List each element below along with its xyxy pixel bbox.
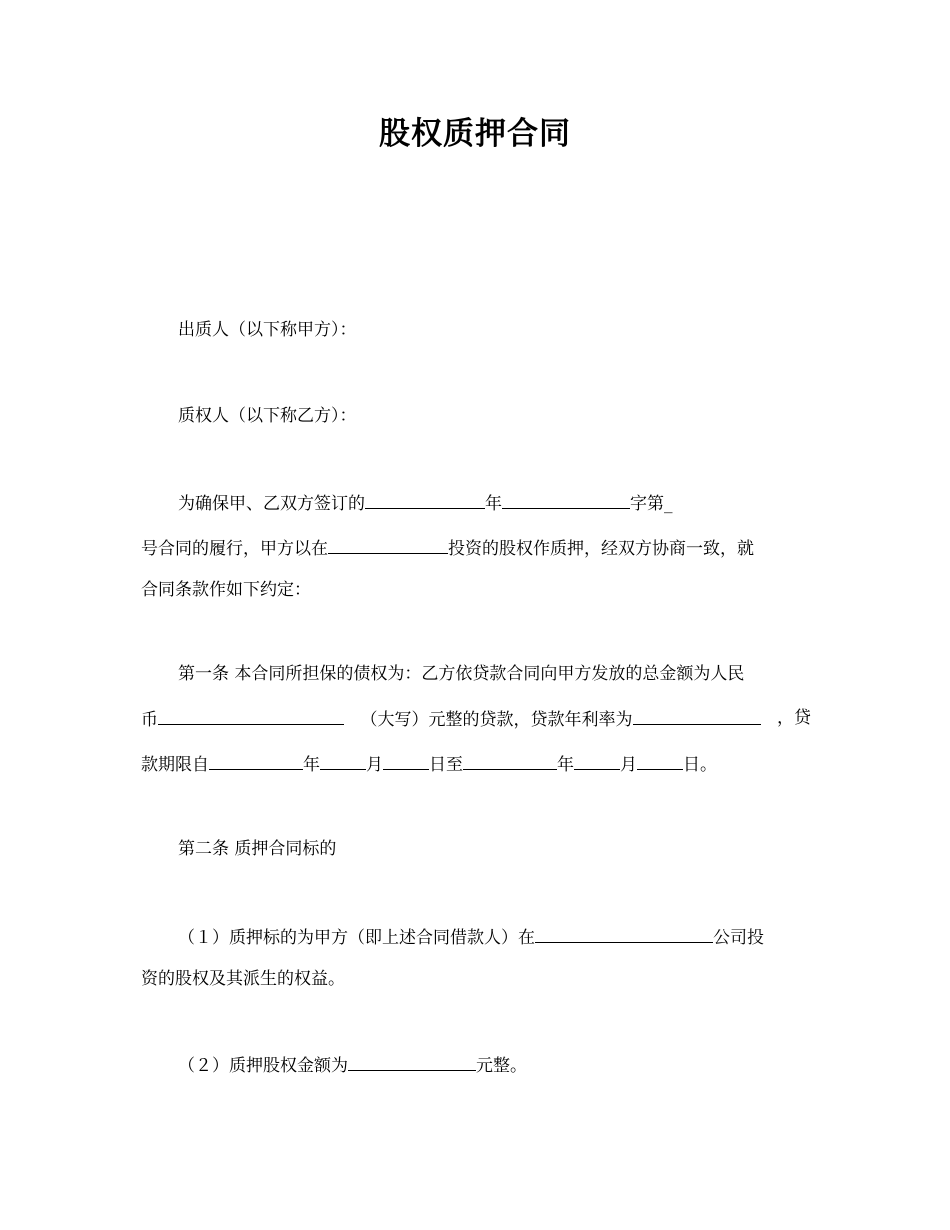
preamble-text: 字第_ — [630, 494, 673, 514]
article2-item1-line-2: 资的股权及其派生的权益。 — [141, 969, 345, 989]
preamble-text: 投资的股权作质押，经双方协商一致，就 — [448, 539, 754, 559]
pledged-company-blank — [535, 924, 713, 943]
pledge-amount-blank — [348, 1052, 476, 1071]
article2-item2-line — [178, 1052, 527, 1078]
start-day-blank — [383, 751, 429, 770]
loan-amount-blank — [158, 706, 344, 725]
article2-text: 公司投 — [713, 928, 764, 948]
end-day-blank — [637, 751, 683, 770]
article2-text: （１）质押标的为甲方（即上述合同借款人）在 — [178, 928, 535, 948]
preamble-line-3: 合同条款作如下约定： — [141, 580, 311, 600]
article1-text: （大写）元整的贷款，贷款年利率为 — [360, 710, 633, 730]
article1-text: 日。 — [683, 755, 717, 775]
pledgor-line: 出质人（以下称甲方）： — [178, 320, 357, 340]
article1-text: 年 — [557, 755, 574, 775]
article1-line-2 — [141, 706, 811, 732]
article1-line-3 — [141, 751, 717, 777]
article1-line-1: 第一条 本合同所担保的债权为：乙方依贷款合同向甲方发放的总金额为人民 — [178, 664, 745, 684]
interest-rate-blank — [633, 706, 761, 725]
preamble-text: 年 — [485, 494, 502, 514]
article1-text-group — [141, 706, 344, 732]
article1-text: 币 — [141, 710, 158, 730]
article2-text: 元整。 — [476, 1056, 527, 1076]
end-year-blank — [463, 751, 557, 770]
preamble-text: 号合同的履行，甲方以在 — [141, 539, 328, 559]
article1-text: 日至 — [429, 755, 463, 775]
article2-item1-line-1 — [178, 924, 764, 950]
article1-text: 月 — [620, 755, 637, 775]
article1-text: ，贷 — [777, 708, 811, 728]
start-year-blank — [209, 751, 303, 770]
end-month-blank — [574, 751, 620, 770]
article1-text: 月 — [366, 755, 383, 775]
preamble-line-2 — [141, 535, 754, 561]
article1-text-group — [361, 706, 761, 732]
contract-year-blank — [365, 490, 485, 509]
pledgee-line: 质权人（以下称乙方）： — [178, 406, 357, 426]
contract-code-blank — [502, 490, 630, 509]
article2-heading: 第二条 质押合同标的 — [178, 839, 337, 859]
start-month-blank — [320, 751, 366, 770]
investment-company-blank — [328, 535, 448, 554]
article1-text: 年 — [303, 755, 320, 775]
document-title: 股权质押合同 — [379, 116, 571, 152]
preamble-line-1 — [178, 490, 673, 516]
article1-text: 款期限自 — [141, 755, 209, 775]
preamble-text: 为确保甲、乙双方签订的 — [178, 494, 365, 514]
article2-text: （２）质押股权金额为 — [178, 1056, 348, 1076]
